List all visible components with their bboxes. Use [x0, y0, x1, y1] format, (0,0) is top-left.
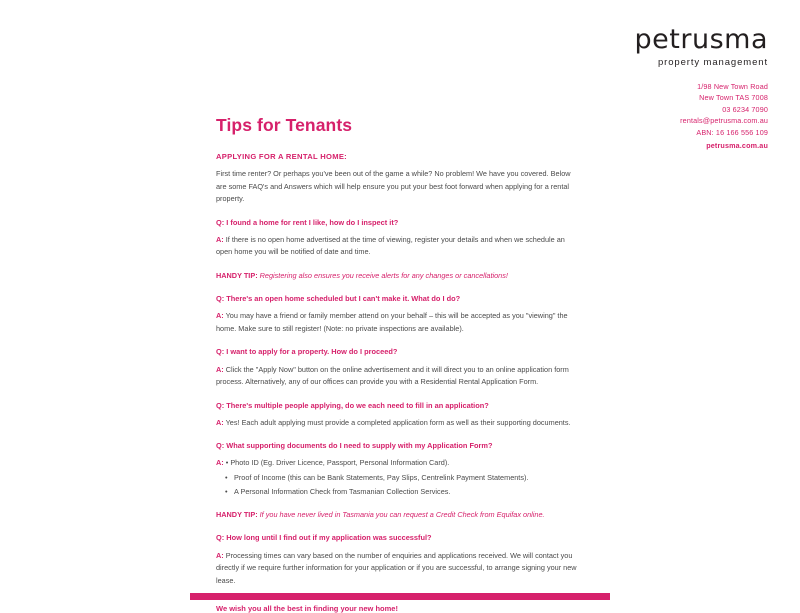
- contact-phone: 03 6234 7090: [722, 104, 768, 114]
- handy-tip-text: Registering also ensures you receive alerts for any changes or cancellations!: [259, 270, 508, 280]
- faq-question: Q: What supporting documents do I need to supply with my Application Form?: [216, 441, 493, 451]
- faq-item: [216, 532, 582, 587]
- faq-answer: [216, 417, 582, 430]
- answer-label: A:: [216, 417, 224, 427]
- answer-text: Click the "Apply Now" button on the online advertisement and it will direct you to an online application form process. Alternatively, any of our offices can provide you with a Residential Rental Application Form.: [216, 364, 569, 387]
- list-item: • Proof of Income (this can be Bank Statements, Pay Slips, Centrelink Payment Statements).: [234, 472, 582, 485]
- handy-tip: [216, 509, 582, 521]
- answer-label: A:: [216, 311, 224, 321]
- handy-tip-label: HANDY TIP:: [216, 510, 258, 520]
- contact-email: rentals@petrusma.com.au: [680, 116, 768, 126]
- list-item: • A Personal Information Check from Tasmanian Collection Services.: [234, 486, 582, 499]
- handy-tip-label: HANDY TIP:: [216, 270, 258, 280]
- answer-label: A:: [216, 234, 224, 244]
- answer-text: If there is no open home advertised at the time of viewing, register your details and when we schedule an open home you will be notified of date and time.: [216, 234, 565, 257]
- handy-tip: [216, 270, 582, 282]
- answer-text: • Photo ID (Eg. Driver Licence, Passport, Personal Information Card).: [225, 458, 450, 468]
- answer-label: A:: [216, 364, 224, 374]
- answer-text: Yes! Each adult applying must provide a completed application form as well as their supporting documents.: [225, 417, 571, 427]
- answer-label: A:: [216, 550, 224, 560]
- supporting-documents-list: [216, 472, 582, 498]
- faq-answer: [216, 234, 582, 259]
- faq-answer: [216, 550, 582, 588]
- faq-question: Q: There's an open home scheduled but I can't make it. What do I do?: [216, 294, 461, 304]
- faq-question: Q: I want to apply for a property. How do I proceed?: [216, 347, 398, 357]
- answer-text: You may have a friend or family member attend on your behalf – this will be accepted as you "viewing" the home. Make sure to still register! (Note: no private inspections are available).: [216, 311, 568, 333]
- faq-item: [216, 440, 582, 521]
- handy-tip-text: If you have never lived in Tasmania you can request a Credit Check from Equifax online.: [259, 510, 545, 520]
- section-heading: APPLYING FOR A RENTAL HOME:: [216, 152, 348, 161]
- company-logo-tagline: property management: [657, 57, 768, 68]
- answer-label: A:: [216, 458, 224, 468]
- contact-address-line1: 1/98 New Town Road: [697, 81, 768, 91]
- contact-abn: ABN: 16 166 556 109: [696, 128, 768, 138]
- contact-address-line2: New Town TAS 7008: [699, 93, 768, 103]
- document-body: [216, 115, 582, 613]
- faq-question: Q: How long until I find out if my application was successful?: [216, 533, 432, 543]
- closing-line: We wish you all the best in finding your new home!: [216, 604, 398, 613]
- faq-item: [216, 293, 582, 335]
- intro-paragraph: First time renter? Or perhaps you've been out of the game a while? No problem! We have you covered. Below are some FAQ's and Answers which will help ensure you put your best foot forward when applying for a rental property.: [216, 169, 571, 204]
- faq-question: Q: There's multiple people applying, do we each need to fill in an application?: [216, 400, 489, 410]
- faq-question: Q: I found a home for rent I like, how do I inspect it?: [216, 217, 399, 227]
- faq-answer: [216, 364, 582, 389]
- answer-text: Processing times can vary based on the number of enquiries and applications received. We will contact you directly if we require further information for your application or if you are successful, to arrange signing your new lease.: [216, 550, 577, 585]
- page-title: Tips for Tenants: [216, 115, 353, 135]
- company-logo-name: petrusma: [634, 24, 768, 55]
- faq-answer: [216, 457, 582, 470]
- contact-website[interactable]: petrusma.com.au: [706, 140, 768, 150]
- faq-item: [216, 346, 582, 388]
- faq-answer: [216, 310, 582, 335]
- faq-item: [216, 217, 582, 283]
- faq-item: [216, 400, 582, 430]
- footer-accent-bar: [190, 593, 610, 600]
